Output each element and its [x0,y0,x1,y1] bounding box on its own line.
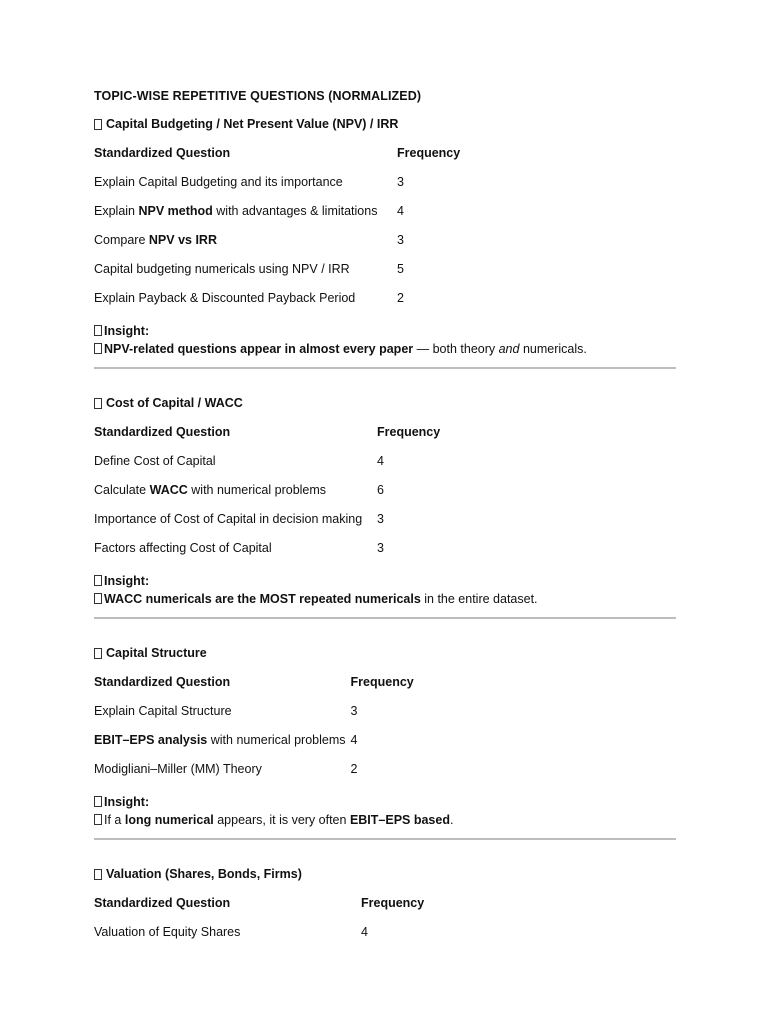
insight-block [94,794,676,828]
frequency-cell: 3 [350,704,358,718]
table-row [94,732,414,761]
column-header-question: Standardized Question [94,896,231,910]
question-cell: Modigliani–Miller (MM) Theory [94,762,262,776]
table-row [94,174,460,203]
question-cell: Explain Capital Budgeting and its importance [94,175,343,189]
section-capital-budgeting [94,116,676,369]
questions-table [94,145,460,319]
frequency-cell: 6 [377,483,384,497]
insight-block [94,323,676,357]
frequency-cell: 2 [350,762,358,776]
section-title-text: Capital Budgeting / Net Present Value (NPV) / IRR [106,117,399,131]
column-header-question: Standardized Question [94,146,231,160]
table-row [94,540,440,569]
column-header-frequency: Frequency [350,675,414,689]
insight-text: If a long numerical appears, it is very often EBIT–EPS based. [94,812,676,828]
missing-glyph-icon [94,325,102,336]
frequency-cell: 4 [377,454,384,468]
frequency-cell: 3 [377,541,384,555]
section-cost-of-capital [94,395,676,619]
insight-label: Insight: [104,324,150,338]
section-capital-structure [94,645,676,840]
section-divider [94,838,676,840]
frequency-cell: 4 [397,204,404,218]
question-cell: Explain NPV method with advantages & limitations [94,204,378,218]
question-cell: Valuation of Equity Shares [94,925,241,939]
table-row [94,482,440,511]
table-row [94,924,424,953]
question-cell: Explain Payback & Discounted Payback Period [94,291,356,305]
document-title: TOPIC-WISE REPETITIVE QUESTIONS (NORMALIZED) [94,89,422,103]
table-row [94,511,440,540]
column-header-frequency: Frequency [361,896,425,910]
frequency-cell: 5 [397,262,404,276]
questions-table [94,674,414,790]
section-title-text: Cost of Capital / WACC [106,396,243,410]
section-valuation [94,866,676,953]
table-header-row [94,674,414,703]
missing-glyph-icon [94,119,102,130]
question-cell: Calculate WACC with numerical problems [94,483,327,497]
question-cell: EBIT–EPS analysis with numerical problems [94,733,346,747]
frequency-cell: 4 [350,733,358,747]
table-row [94,703,414,732]
section-title-text: Capital Structure [106,646,207,660]
frequency-cell: 3 [397,233,404,247]
missing-glyph-icon [94,575,102,586]
section-divider [94,367,676,369]
missing-glyph-icon [94,869,102,880]
insight-label: Insight: [104,574,150,588]
missing-glyph-icon [94,593,102,604]
section-title [94,395,676,411]
section-title [94,866,676,882]
questions-table [94,895,424,953]
section-divider [94,617,676,619]
section-title [94,645,676,661]
table-header-row [94,895,424,924]
missing-glyph-icon [94,398,102,409]
question-cell: Explain Capital Structure [94,704,232,718]
insight-text: NPV-related questions appear in almost every paper — both theory and numericals. [94,341,676,357]
question-cell: Define Cost of Capital [94,454,216,468]
questions-table [94,424,440,569]
insight-text: WACC numericals are the MOST repeated numericals in the entire dataset. [94,591,676,607]
table-header-row [94,145,460,174]
table-row [94,232,460,261]
insight-block [94,573,676,607]
frequency-cell: 4 [361,925,368,939]
insight-label: Insight: [104,795,150,809]
question-cell: Importance of Cost of Capital in decision making [94,512,363,526]
column-header-question: Standardized Question [94,425,231,439]
missing-glyph-icon [94,814,102,825]
frequency-cell: 3 [377,512,384,526]
table-row [94,761,414,790]
section-title-text: Valuation (Shares, Bonds, Firms) [106,867,302,881]
table-row [94,453,440,482]
table-header-row [94,424,440,453]
missing-glyph-icon [94,648,102,659]
table-row [94,261,460,290]
question-cell: Compare NPV vs IRR [94,233,217,247]
document-content [94,88,676,957]
question-cell: Factors affecting Cost of Capital [94,541,272,555]
column-header-frequency: Frequency [377,425,441,439]
section-title [94,116,676,132]
frequency-cell: 2 [397,291,404,305]
column-header-question: Standardized Question [94,675,231,689]
frequency-cell: 3 [397,175,404,189]
missing-glyph-icon [94,343,102,354]
table-row [94,203,460,232]
question-cell: Capital budgeting numericals using NPV / IRR [94,262,350,276]
missing-glyph-icon [94,796,102,807]
column-header-frequency: Frequency [397,146,461,160]
table-row [94,290,460,319]
